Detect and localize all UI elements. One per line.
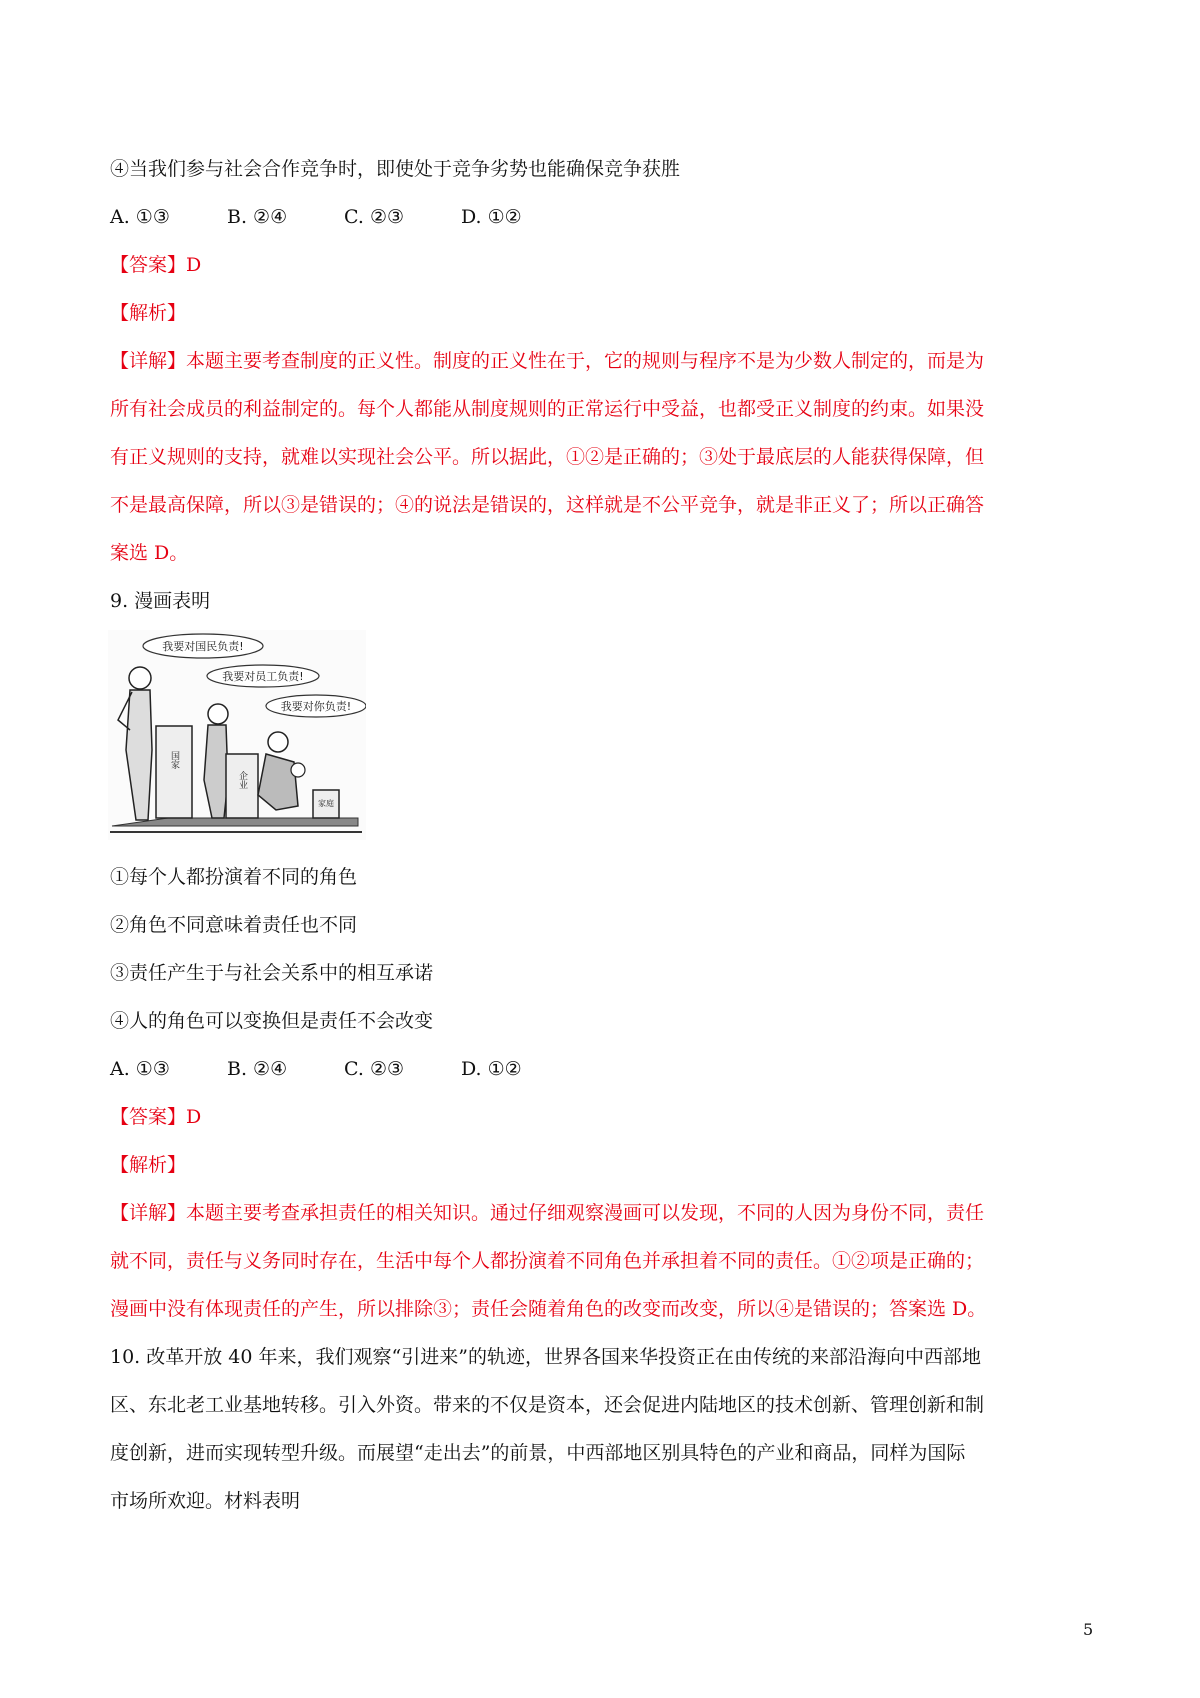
q10-line-3: 度创新，进而实现转型升级。而展望“走出去”的前景，中西部地区别具特色的产业和商品，同样为国际 [110, 1442, 966, 1464]
q9-answer-value: D [186, 1106, 202, 1128]
q9-detail-line-1: 【详解】本题主要考查承担责任的相关知识。通过仔细观察漫画可以发现，不同的人因为身份不同，责任 [110, 1202, 985, 1224]
q8-answer-value: D [186, 254, 202, 276]
q9-detail-line-3: 漫画中没有体现责任的产生，所以排除③；责任会随着角色的改变而改变，所以④是错误的；答案选 D。 [110, 1298, 987, 1320]
q8-detail-line-5: 案选 D。 [110, 542, 189, 564]
q9-analysis-label: 【解析】 [110, 1154, 187, 1176]
q9-bubble-2: 我要对员工负责! [222, 670, 304, 683]
q9-stem: 9. 漫画表明 [110, 590, 211, 612]
q8-option-b: B. ②④ [227, 206, 288, 228]
q8-answer [110, 253, 201, 277]
q10-line-1: 10. 改革开放 40 年来，我们观察“引进来”的轨迹，世界各国来华投资正在由传统的来部沿海向中西部地 [110, 1346, 981, 1368]
q9-item-1: ①每个人都扮演着不同的角色 [110, 866, 358, 888]
q8-analysis-label: 【解析】 [110, 302, 187, 324]
q9-cartoon-image [108, 630, 366, 840]
q9-item-2: ②角色不同意味着责任也不同 [110, 914, 358, 936]
q9-bubble-3: 我要对你负责! [280, 700, 352, 713]
q8-detail-line-1: 【详解】本题主要考查制度的正义性。制度的正义性在于，它的规则与程序不是为少数人制定的，而是为 [110, 350, 985, 372]
q8-answer-label: 【答案】 [110, 254, 187, 276]
q9-options [110, 1057, 578, 1081]
q9-podium-tag-3: 家庭 [318, 799, 334, 808]
q10-line-4: 市场所欢迎。材料表明 [110, 1490, 301, 1512]
q8-option-a: A. ①③ [110, 206, 170, 228]
q8-options [110, 205, 578, 229]
q8-option-c: C. ②③ [344, 206, 405, 228]
q9-option-c: C. ②③ [344, 1058, 405, 1080]
q8-option-d: D. ①② [461, 206, 522, 228]
q8-detail-line-2: 所有社会成员的利益制定的。每个人都能从制度规则的正常运行中受益，也都受正义制度的约束。如果没 [110, 398, 985, 420]
q9-podium-tag-2: 企业 [237, 771, 247, 789]
q9-podium-tag-1: 国家 [169, 751, 179, 769]
q9-option-d: D. ①② [461, 1058, 522, 1080]
q9-answer-label: 【答案】 [110, 1106, 187, 1128]
q9-answer [110, 1105, 201, 1129]
q8-item-4: ④当我们参与社会合作竞争时，即使处于竞争劣势也能确保竞争获胜 [110, 158, 681, 180]
q9-option-b: B. ②④ [227, 1058, 288, 1080]
q9-item-3: ③责任产生于与社会关系中的相互承诺 [110, 962, 434, 984]
q9-item-4: ④人的角色可以变换但是责任不会改变 [110, 1010, 434, 1032]
page-number: 5 [1083, 1620, 1094, 1639]
q8-detail-line-3: 有正义规则的支持，就难以实现社会公平。所以据此，①②是正确的；③处于最底层的人能获得保障，但 [110, 446, 985, 468]
q8-detail-line-4: 不是最高保障，所以③是错误的；④的说法是错误的，这样就是不公平竞争，就是非正义了；所以正确答 [110, 494, 985, 516]
q10-line-2: 区、东北老工业基地转移。引入外资。带来的不仅是资本，还会促进内陆地区的技术创新、管理创新和制 [110, 1394, 985, 1416]
q9-bubble-1: 我要对国民负责! [162, 640, 244, 653]
q9-detail-line-2: 就不同，责任与义务同时存在，生活中每个人都扮演着不同角色并承担着不同的责任。①②项是正确的； [110, 1250, 985, 1272]
q9-option-a: A. ①③ [110, 1058, 170, 1080]
